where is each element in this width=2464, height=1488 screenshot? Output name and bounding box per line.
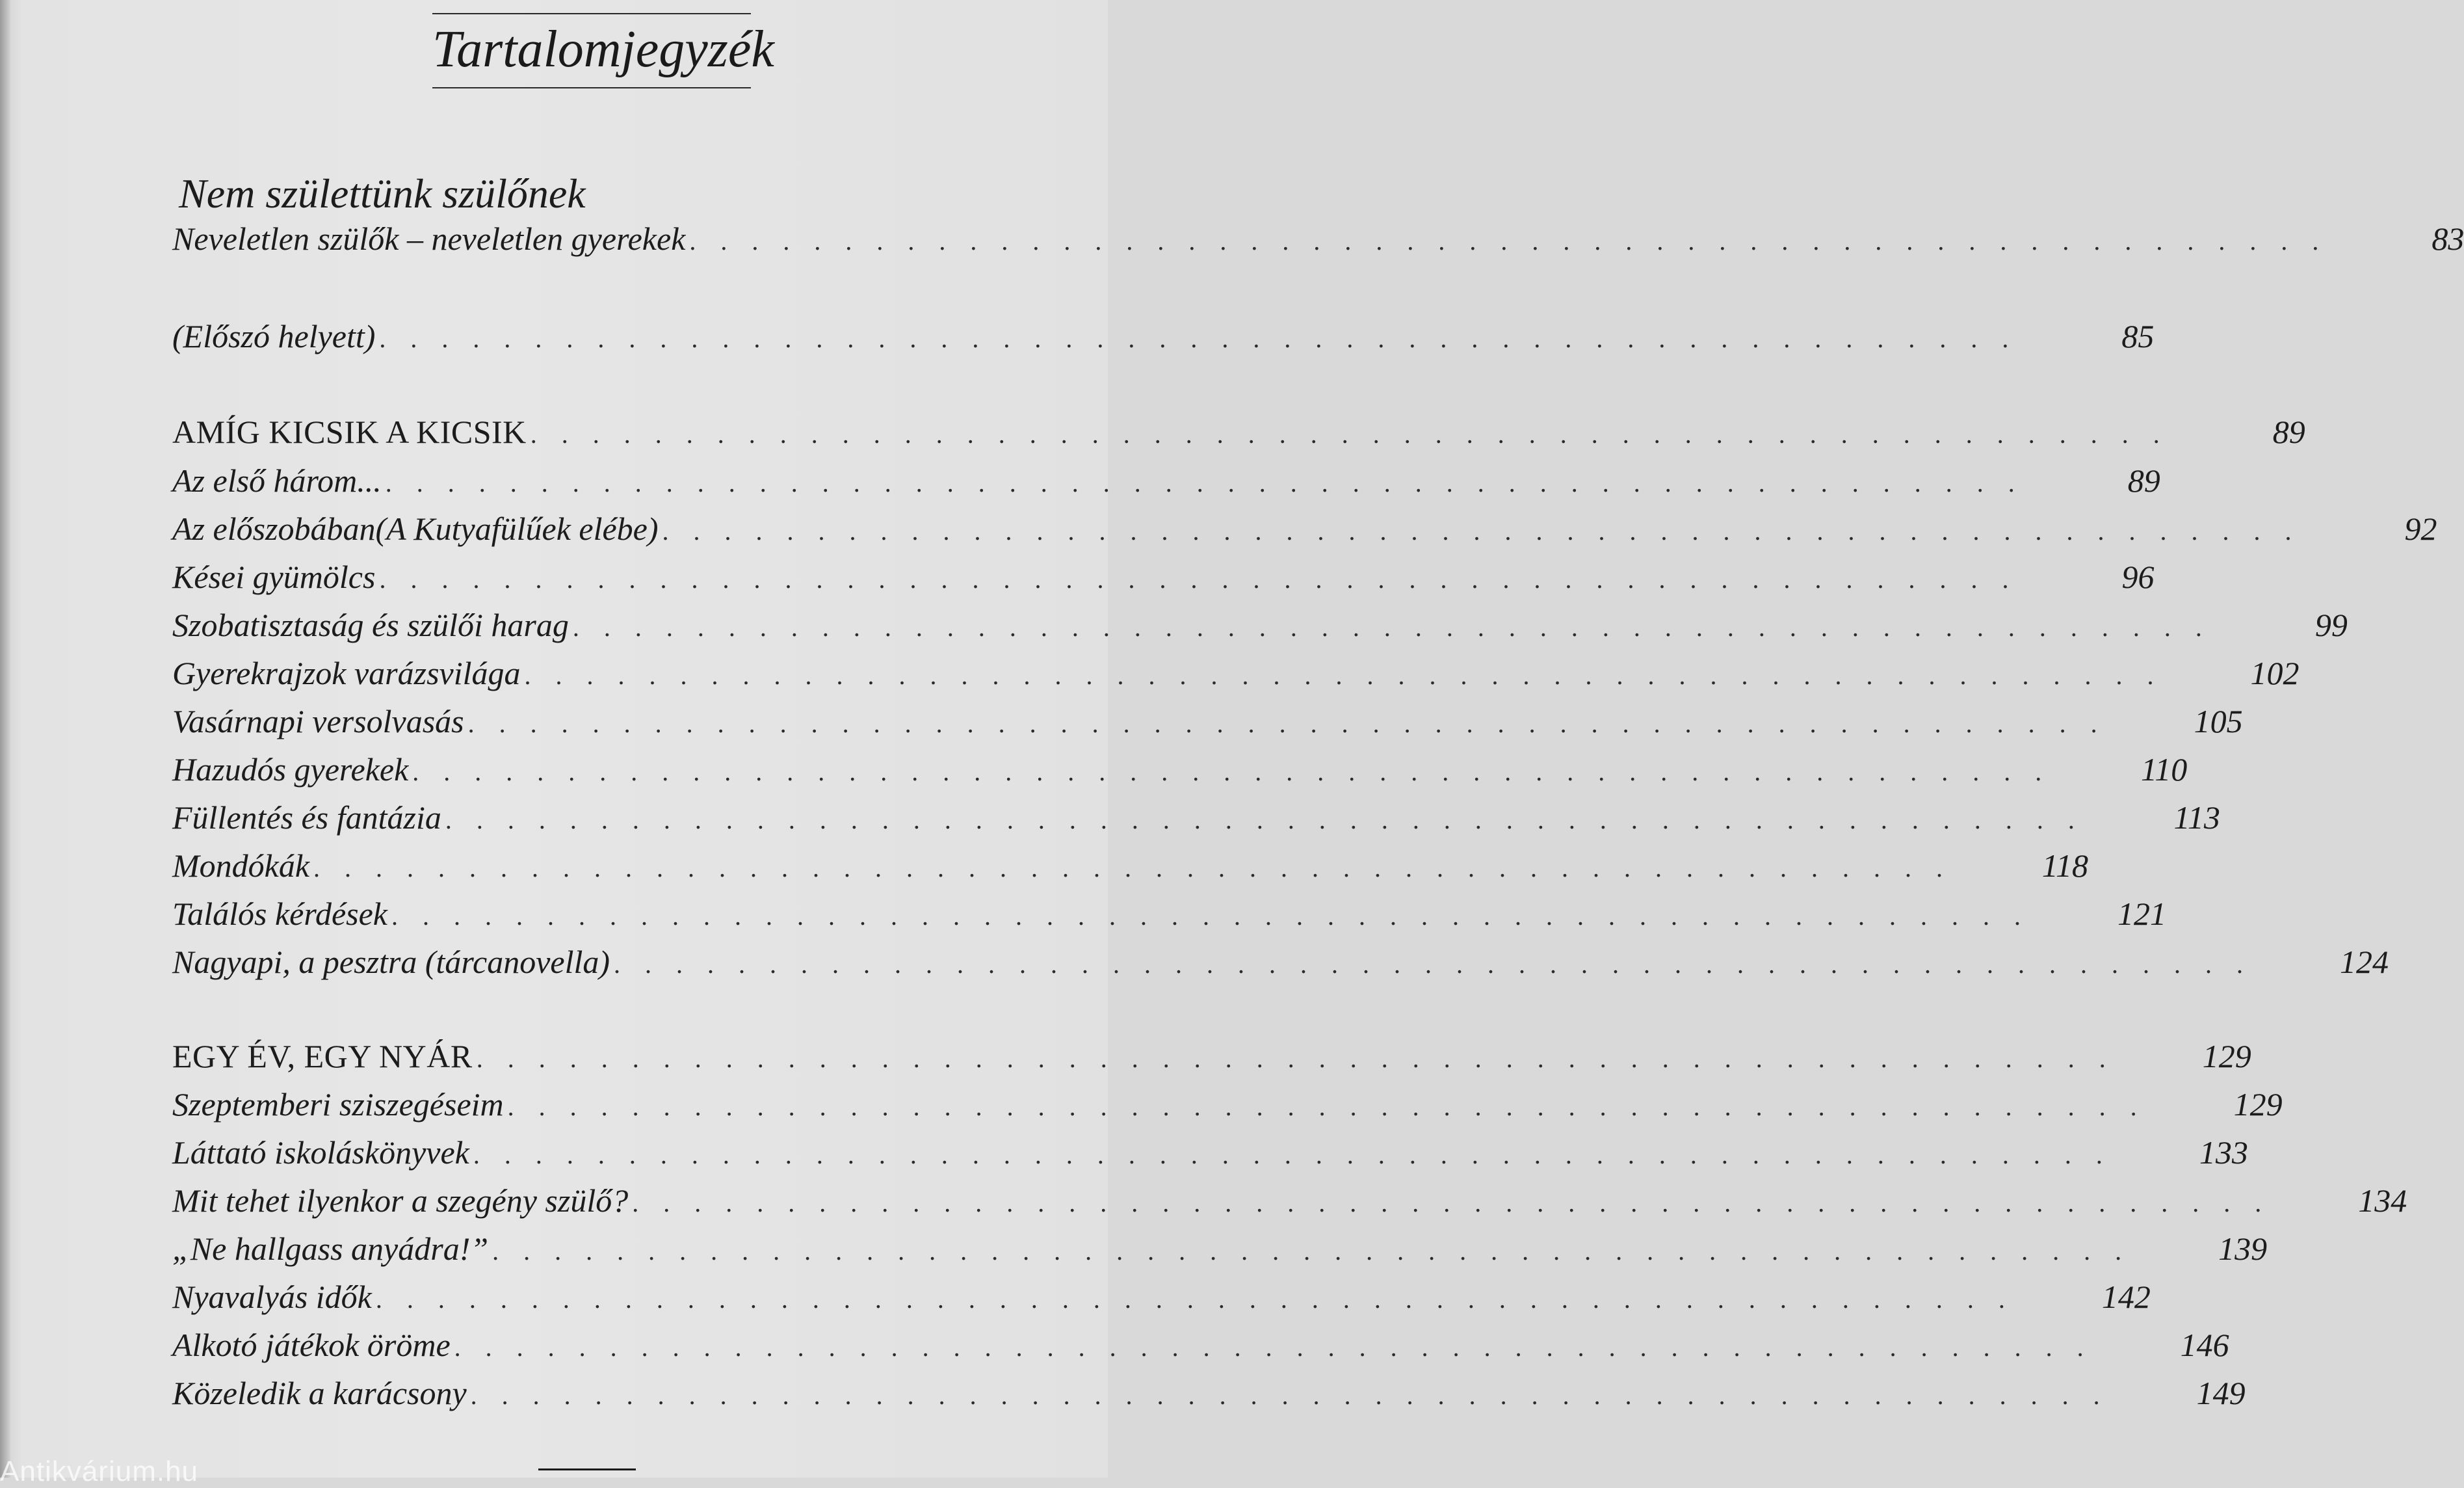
toc-entry-label: Hazudós gyerekek [172,751,409,788]
page-title: Tartalomjegyzék [432,21,774,78]
toc-entry-page: 121 [2117,896,2166,932]
dot-leader: . . . . . . . . . . . . . . . . . . . . . . . . . . . . . . . . . . . . . . . . . . . . . . . . . . . . . [662,516,2301,546]
toc-entry [172,938,2389,986]
toc-entry [172,697,2243,745]
toc-entry-label: Szeptemberi sziszegéseim [172,1086,504,1123]
toc-entry-label: Mondókák [172,847,310,884]
watermark: Antikvárium.hu [0,1455,199,1487]
toc-entry-page: 149 [2196,1375,2246,1411]
toc-entry-page: 92 [2404,511,2437,547]
toc-entry [172,1321,2229,1369]
toc-entry-label: Láttató iskoláskönyvek [172,1134,469,1171]
toc-entry [172,1032,2251,1080]
toc-entry-label: Találós kérdések [172,896,387,932]
dot-leader: . . . . . . . . . . . . . . . . . . . . . . . . . . . . . . . . . . . . . . . . . . . . . . . . . . . . . [467,709,2106,738]
toc-part-label: EGY ÉV, EGY NYÁR [172,1038,473,1074]
dot-leader: . . . . . . . . . . . . . . . . . . . . . . . . . . . . . . . . . . . . . . . . . . . . . . . . . . . . . [473,1140,2112,1169]
toc-entry [172,1128,2248,1176]
toc-entry-label: Alkotó játékok öröme [172,1327,451,1363]
toc-entry [172,408,2305,456]
toc-entry-label: Neveletlen szülők – neveletlen gyerekek [172,220,686,257]
toc-entry-page: 89 [2272,414,2305,450]
toc-entry [172,1225,2268,1273]
dot-leader: . . . . . . . . . . . . . . . . . . . . . . . . . . . . . . . . . . . . . . . . . . . . . . . . . . . . . [530,419,2169,449]
toc-entry-label: Kései gyümölcs [172,559,376,595]
toc-entry-page: 118 [2041,847,2089,884]
toc-entry-page: 102 [2250,655,2300,691]
toc-entry-label: Közeledik a karácsony [172,1375,467,1411]
toc-entry [172,793,2220,842]
toc-entry-label: Az első három... [172,462,382,499]
toc-part-label: AMÍG KICSIK A KICSIK [172,414,527,450]
toc-entry [172,842,2089,890]
toc-entry [172,312,2155,360]
toc-entry [172,215,2464,263]
title-top-rule [432,13,751,14]
toc-entry-page: 134 [2358,1182,2407,1219]
toc-entry-label: (Előszó helyett) [172,318,376,354]
toc-entry-label: Füllentés és fantázia [172,799,441,836]
toc-entry-label: Nagyapi, a pesztra (tárcanovella) [172,944,610,980]
title-block [432,13,774,88]
toc-entry-page: 89 [2127,462,2160,499]
toc-entry-page: 83 [2431,220,2464,257]
toc-entry [172,649,2300,697]
toc-entry-label: Gyerekrajzok varázsvilága [172,655,521,691]
toc-entry [172,1273,2151,1321]
dot-leader: . . . . . . . . . . . . . . . . . . . . . . . . . . . . . . . . . . . . . . . . . . . . . . . . . . . . . [379,324,2018,353]
toc-entry-label: Nyavalyás idők [172,1279,372,1315]
toc-entry [172,505,2437,553]
dot-leader: . . . . . . . . . . . . . . . . . . . . . . . . . . . . . . . . . . . . . . . . . . . . . . . . . . . . . [391,901,2030,931]
toc-entry-page: 105 [2194,703,2243,739]
toc-entry-page: 129 [2202,1038,2251,1074]
toc-entry-page: 99 [2314,607,2348,643]
dot-leader: . . . . . . . . . . . . . . . . . . . . . . . . . . . . . . . . . . . . . . . . . . . . . . . . . . . . . [313,853,1952,883]
toc-entry-page: 129 [2233,1086,2283,1123]
dot-leader: . . . . . . . . . . . . . . . . . . . . . . . . . . . . . . . . . . . . . . . . . . . . . . . . . . . . . [492,1236,2131,1266]
toc-entry [172,1176,2407,1225]
toc-entry-label: Vasárnapi versolvasás [172,703,464,739]
toc-entry-page: 85 [2121,318,2155,354]
toc-entry-page: 142 [2101,1279,2151,1315]
dot-leader: . . . . . . . . . . . . . . . . . . . . . . . . . . . . . . . . . . . . . . . . . . . . . . . . . . . . . [412,757,2051,786]
dot-leader: . . . . . . . . . . . . . . . . . . . . . . . . . . . . . . . . . . . . . . . . . . . . . . . . . . . . . [689,226,2328,256]
toc-entry-page: 146 [2180,1327,2229,1363]
toc-entry-label: Szobatisztaság és szülői harag [172,607,569,643]
dot-leader: . . . . . . . . . . . . . . . . . . . . . . . . . . . . . . . . . . . . . . . . . . . . . . . . . . . . . [507,1092,2146,1121]
toc-entry [172,553,2155,601]
dot-leader: . . . . . . . . . . . . . . . . . . . . . . . . . . . . . . . . . . . . . . . . . . . . . . . . . . . . . [470,1381,2109,1410]
dot-leader: . . . . . . . . . . . . . . . . . . . . . . . . . . . . . . . . . . . . . . . . . . . . . . . . . . . . . [375,1284,2014,1314]
dot-leader: . . . . . . . . . . . . . . . . . . . . . . . . . . . . . . . . . . . . . . . . . . . . . . . . . . . . . [454,1333,2093,1362]
toc-entry [172,1080,2283,1128]
toc-entry-label: Az előszobában(A Kutyafülűek elébe) [172,511,659,547]
dot-leader: . . . . . . . . . . . . . . . . . . . . . . . . . . . . . . . . . . . . . . . . . . . . . . . . . . . . . [614,950,2253,979]
toc-entry [172,745,2188,793]
toc-entry [172,1369,2246,1417]
toc-entry-page: 139 [2218,1230,2268,1267]
dot-leader: . . . . . . . . . . . . . . . . . . . . . . . . . . . . . . . . . . . . . . . . . . . . . . . . . . . . . [379,565,2018,594]
dot-leader: . . . . . . . . . . . . . . . . . . . . . . . . . . . . . . . . . . . . . . . . . . . . . . . . . . . . . [385,468,2024,498]
bottom-rule [538,1468,636,1470]
toc-entry-page: 133 [2199,1134,2248,1171]
toc-entry [172,601,2348,649]
toc-entry [172,890,2166,938]
toc-entry-label: Mit tehet ilyenkor a szegény szülő? [172,1182,629,1219]
dot-leader: . . . . . . . . . . . . . . . . . . . . . . . . . . . . . . . . . . . . . . . . . . . . . . . . . . . . . [445,805,2084,834]
toc-entry-page: 124 [2340,944,2389,980]
toc-entry-page: 113 [2173,799,2220,836]
title-bottom-rule [432,87,751,88]
dot-leader: . . . . . . . . . . . . . . . . . . . . . . . . . . . . . . . . . . . . . . . . . . . . . . . . . . . . . [632,1188,2271,1217]
toc-entry [172,457,2160,505]
dot-leader: . . . . . . . . . . . . . . . . . . . . . . . . . . . . . . . . . . . . . . . . . . . . . . . . . . . . . [524,661,2163,690]
page-edge-shadow [0,0,10,1478]
dot-leader: . . . . . . . . . . . . . . . . . . . . . . . . . . . . . . . . . . . . . . . . . . . . . . . . . . . . . [572,613,2211,642]
toc-entry-page: 110 [2140,751,2188,788]
toc-entry-page: 96 [2121,559,2155,595]
toc-entry-label: „Ne hallgass anyádra!” [172,1230,489,1267]
dot-leader: . . . . . . . . . . . . . . . . . . . . . . . . . . . . . . . . . . . . . . . . . . . . . . . . . . . . . [476,1044,2115,1073]
section-heading: Nem születtünk szülőnek [179,170,586,217]
